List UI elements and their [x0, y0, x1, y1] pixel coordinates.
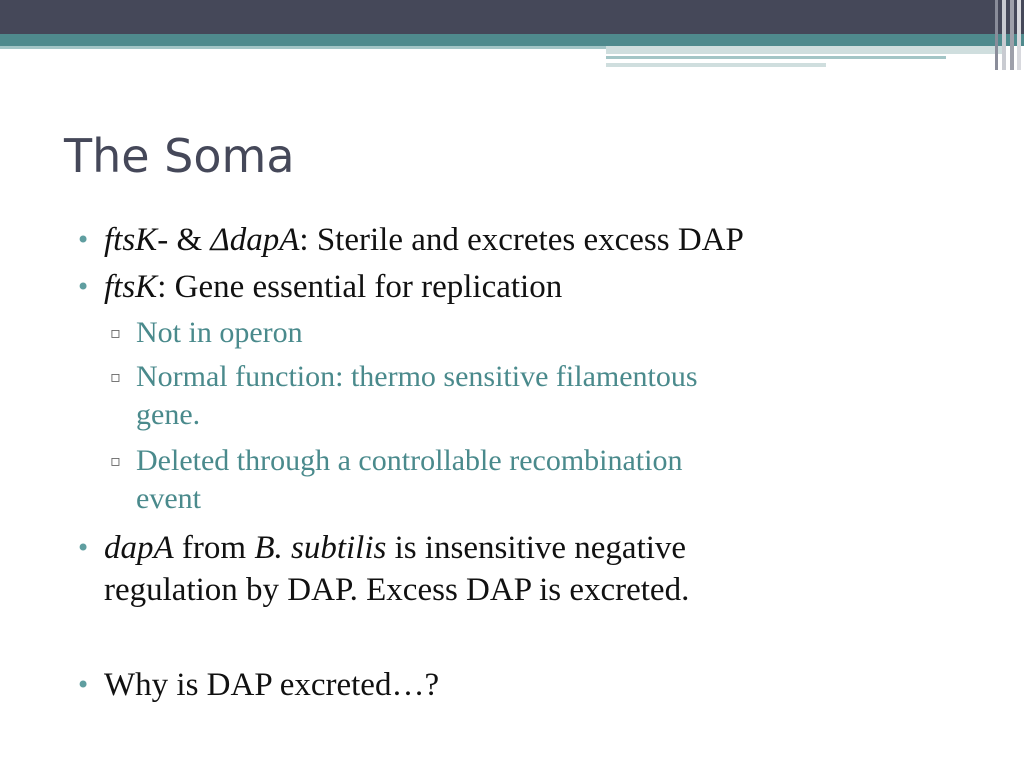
header-accent-line-2 — [606, 56, 946, 59]
bullet-marker: • — [76, 671, 91, 699]
header-dark-band — [0, 0, 1024, 34]
bullet-marker: • — [76, 226, 91, 254]
gene-delta-dapa: ΔdapA — [210, 222, 300, 258]
bullet-3-line-1: dapA from B. subtilis is insensitive negative — [104, 530, 687, 566]
header-accent-line-3 — [606, 63, 826, 67]
sub-bullet-marker: ▫ — [110, 367, 121, 386]
header-vertical-stripes — [994, 0, 1024, 70]
sub-bullet-1: Not in operon — [136, 316, 303, 349]
bullet-marker: • — [76, 273, 91, 301]
gene-ftsk: ftsK — [104, 222, 158, 258]
gene-dapa: dapA — [104, 530, 174, 566]
sub-bullet-2-line-2: gene. — [136, 398, 201, 431]
sub-bullet-3-line-2: event — [136, 482, 201, 515]
bullet-4: Why is DAP excreted…? — [104, 667, 440, 703]
gene-ftsk: ftsK — [104, 269, 158, 305]
sub-bullet-marker: ▫ — [110, 323, 121, 342]
slide-title: The Soma — [64, 129, 295, 183]
header-accent-bar — [606, 46, 1006, 54]
bullet-3-line-2: regulation by DAP. Excess DAP is excreted. — [104, 572, 690, 608]
bullet-2: ftsK: Gene essential for replication — [104, 269, 563, 305]
bullet-marker: • — [76, 534, 91, 562]
sub-bullet-2-line-1: Normal function: thermo sensitive filamentous — [136, 360, 698, 393]
sub-bullet-3-line-1: Deleted through a controllable recombination — [136, 444, 683, 477]
header-accent-line — [0, 46, 606, 49]
header-teal-band — [0, 34, 1024, 46]
species-b-subtilis: B. subtilis — [254, 530, 387, 566]
sub-bullet-marker: ▫ — [110, 451, 121, 470]
bullet-1: ftsK- & ΔdapA: Sterile and excretes excess DAP — [104, 222, 744, 258]
